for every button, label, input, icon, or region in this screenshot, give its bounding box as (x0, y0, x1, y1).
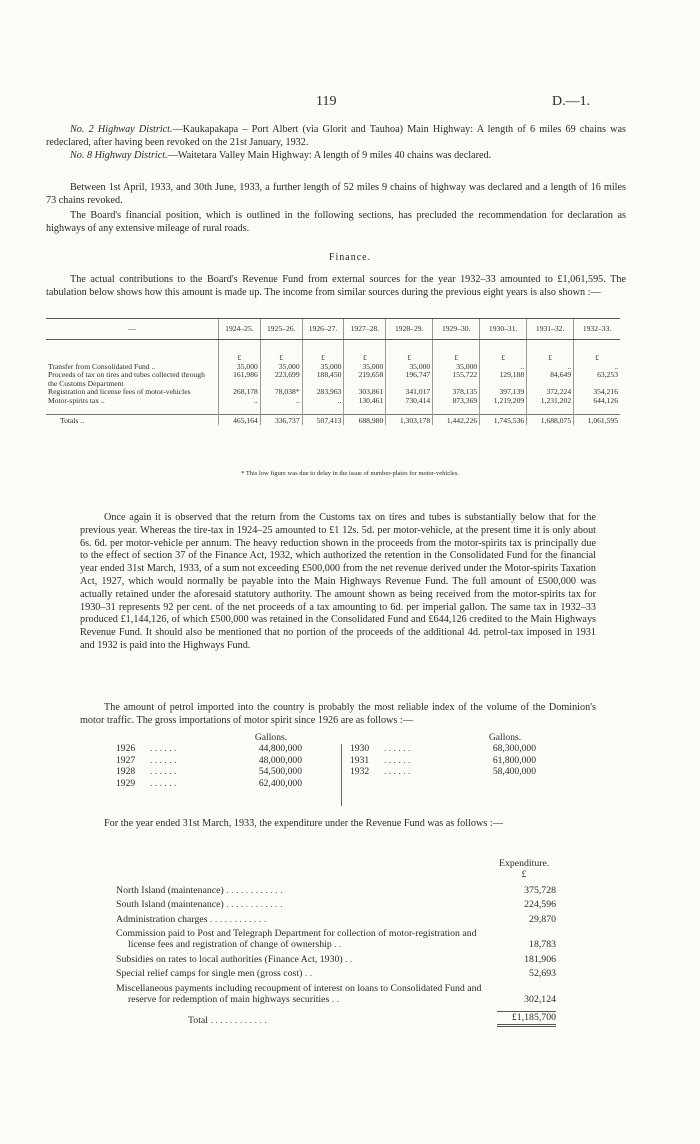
dot-leader: . . . . . . . . . . . . (209, 913, 267, 925)
petrol-row (116, 766, 302, 777)
table-cell: 35,000 (260, 363, 302, 372)
dot-leader: . . . . . . (384, 754, 411, 766)
table-cell: 268,178 (219, 388, 261, 397)
total-cell: 507,413 (302, 414, 344, 425)
table-cell: 378,135 (433, 388, 480, 397)
expenditure-currency: £ (521, 869, 527, 881)
table-cell: 129,188 (480, 371, 527, 388)
table-cell: 354,216 (574, 388, 620, 397)
currency-cell: £ (480, 340, 527, 363)
table-cell: 35,000 (433, 363, 480, 372)
dot-leader: . . . . . . (384, 743, 411, 755)
table-cell: .. (527, 363, 574, 372)
table-cell: 78,038* (260, 388, 302, 397)
gallons-value: 62,400,000 (258, 777, 302, 789)
dot-leader: . . . . . . (384, 766, 411, 778)
expenditure-label: Miscellaneous payments including recoupment of interest on loans to Consolidated Fund and reserve for redemption of main highways securities (116, 982, 482, 1006)
total-cell: 688,980 (344, 414, 386, 425)
table-row (46, 388, 620, 397)
total-value: £1,185,700 (497, 1011, 556, 1026)
currency-cell: £ (386, 340, 433, 363)
petrol-table-right (350, 732, 536, 778)
table-cell: .. (302, 397, 344, 406)
gallons-value: 58,400,000 (492, 766, 536, 778)
dot-leader: . . . . . . (150, 777, 177, 789)
petrol-row (116, 778, 302, 789)
year-label: 1931 (350, 754, 370, 766)
paragraph-financial-position: The Board's financial position, which is outlined in the following sections, has precluded the recommendation for declaration as highways of any extensive mileage of rural roads. (46, 210, 626, 234)
table-cell: 35,000 (302, 363, 344, 372)
year-label: 1928 (116, 766, 136, 778)
petrol-table-left (116, 732, 302, 789)
document-reference: D.—1. (552, 94, 591, 109)
currency-cell: £ (433, 340, 480, 363)
table-cell: 35,000 (344, 363, 386, 372)
table-cell: .. (219, 397, 261, 406)
expenditure-header: Expenditure. (499, 858, 550, 869)
gallons-value: 48,000,000 (258, 754, 302, 766)
expenditure-value: 224,596 (524, 899, 556, 911)
row-label: Proceeds of tax on tires and tubes collected through the Customs Department (48, 370, 205, 388)
year-header: 1927–28. (344, 319, 386, 340)
currency-cell: £ (527, 340, 574, 363)
gallons-value: 44,800,000 (258, 743, 302, 755)
paragraph-text: —Waitetara Valley Main Highway: A length of 9 miles 40 chains was declared. (167, 150, 492, 161)
finance-intro: The actual contributions to the Board's Revenue Fund from external sources for the year 1932–33 amounted to £1,061,595. The tabulation below shows how this amount is made up. The income from similar sources during the previous eight years is also shown :— (46, 274, 626, 298)
total-cell: 1,303,178 (386, 414, 433, 425)
dot-leader: . . . . . . (150, 766, 177, 778)
expenditure-value: 302,124 (524, 994, 556, 1006)
year-label: 1929 (116, 777, 136, 789)
expenditure-row: Miscellaneous payments including recoupment of interest on loans to Consolidated Fund and reserve for redemption of main highways securities . . 302,124 (116, 982, 556, 1006)
table-cell: 303,861 (344, 388, 386, 397)
petrol-row (116, 755, 302, 766)
total-cell: 1,688,075 (527, 414, 574, 425)
table-cell: 63,253 (574, 371, 620, 388)
table-footnote: * This low figure was due to delay in the issue of number-plates for motor-vehicles. (241, 470, 459, 477)
paragraph-highway-district-2 (46, 124, 626, 150)
year-label: 1932 (350, 766, 370, 778)
year-label: 1930 (350, 743, 370, 755)
column-divider (341, 744, 342, 806)
district-label: No. 8 Highway District. (70, 150, 168, 161)
year-header: 1928–29. (386, 319, 433, 340)
expenditure-label: South Island (maintenance) (116, 899, 224, 911)
expenditure-value: 181,906 (524, 953, 556, 965)
paragraph-customs-tax: Once again it is observed that the return from the Customs tax on tires and tubes is substantially below that for the previous year. Whereas the tire-tax in 1924–25 amounted to £1 12s. 5d. per motor-vehicle, at the present time it is only about 6s. 6d. per motor-vehicle per annum. The heavy reduction shown in the proceeds from the motor-spirits tax is principally due to the effect of section 37 of the Finance Act, 1932, which authorized the retention in the Consolidated Fund for the financial year ended 31st March, 1933, of a sum not exceeding £500,000 from the net revenue derived under the Motor-spirits Taxation Act, 1927, which would normally be payable into the Main Highways Revenue Fund. The full amount of £500,000 was actually retained under the aforesaid statutory authority. The amount shown as being received from the motor-spirits tax for 1930–31 represents 92 per cent. of the net proceeds of a tax amounting to 6d. per imperial gallon. The same tax in 1932–33 produced £1,144,126, of which £500,000 was retained in the Consolidated Fund and £644,126 credited to the Main Highways Revenue Fund. It should also be mentioned that no portion of the proceeds of the additional 4d. petrol-tax imposed in 1931 and 1932 is paid into the Highways Fund. (80, 512, 596, 651)
petrol-row (116, 743, 302, 754)
table-row (46, 371, 620, 388)
table-cell: 196,747 (386, 371, 433, 388)
dot-leader: . . . . . . . . . . . . (210, 1015, 267, 1027)
table-cell: 188,450 (302, 371, 344, 388)
table-cell: 84,649 (527, 371, 574, 388)
year-header: 1926–27. (302, 319, 344, 340)
expenditure-label: Special relief camps for single men (gross cost) (116, 968, 303, 980)
expenditure-row: Special relief camps for single men (gross cost) . . 52,693 (116, 968, 556, 980)
table-cell: 130,461 (344, 397, 386, 406)
expenditure-row (116, 885, 556, 896)
total-cell: 465,164 (219, 414, 261, 425)
dot-leader: . . . . . . . . . . . . (226, 884, 283, 896)
total-cell: 1,745,536 (480, 414, 527, 425)
district-label: No. 2 Highway District. (70, 124, 173, 135)
expenditure-value: 52,693 (529, 968, 556, 980)
dot-leader: . . . . . . (150, 743, 177, 755)
petrol-row (350, 755, 536, 766)
table-cell: .. (480, 363, 527, 372)
expenditure-row (116, 914, 556, 925)
finance-heading: Finance. (328, 252, 372, 263)
expenditure-label: Administration charges (116, 913, 208, 925)
row-label: Transfer from Consolidated Fund .. (48, 361, 156, 371)
expenditure-value: 29,870 (529, 913, 556, 925)
expenditure-row: Commission paid to Post and Telegraph Department for collection of motor-registration and license fees and registration of change of ownership . . 18,783 (116, 928, 556, 951)
year-header: 1929–30. (433, 319, 480, 340)
total-cell: 336,737 (260, 414, 302, 425)
table-cell: 35,000 (386, 363, 433, 372)
expenditure-total-row (116, 1011, 556, 1026)
table-cell: 223,699 (260, 371, 302, 388)
table-cell: 161,986 (219, 371, 261, 388)
gallons-header: Gallons. (488, 732, 522, 743)
year-header: 1930–31. (480, 319, 527, 340)
table-cell: 35,000 (219, 363, 261, 372)
paragraph-declarations: Between 1st April, 1933, and 30th June, 1933, a further length of 52 miles 9 chains of highway was declared and a length of 16 miles 73 chains revoked. (46, 182, 626, 206)
table-header-row (46, 319, 620, 340)
expenditure-label: Commission paid to Post and Telegraph Department for collection of motor-registration and license fees and registration of change of ownership (116, 928, 477, 951)
expenditure-value: 375,728 (524, 884, 556, 896)
table-cell: .. (260, 397, 302, 406)
paragraph-petrol-imports: The amount of petrol imported into the country is probably the most reliable index of the volume of the Dominion's motor traffic. The gross importations of motor spirit since 1926 are as follows :— (80, 702, 596, 726)
currency-cell: £ (260, 340, 302, 363)
row-label: Motor-spirits tax .. (48, 395, 105, 405)
dot-leader: . . . . . . (150, 754, 177, 766)
expenditure-value: 18,783 (529, 939, 556, 951)
year-header: 1932–33. (574, 319, 620, 340)
petrol-row (350, 766, 536, 777)
table-cell: 1,231,202 (527, 397, 574, 406)
paragraph-text: —Kaukapakapa – Port Albert (via Glorit and Tauhoa) Main Highway: A length of 6 miles 69 chains was redeclared, after having been revoked on the 21st January, 1932. (46, 124, 626, 148)
totals-label: Totals .. (46, 414, 219, 425)
gallons-value: 68,300,000 (492, 743, 536, 755)
table-cell: 873,369 (433, 397, 480, 406)
table-cell: 155,722 (433, 371, 480, 388)
expenditure-label: Subsidies on rates to local authorities (Finance Act, 1930) (116, 953, 343, 965)
total-label: Total (188, 1015, 208, 1027)
expenditure-label: North Island (maintenance) (116, 884, 224, 896)
total-cell: 1,442,226 (433, 414, 480, 425)
table-row (46, 397, 620, 406)
expenditure-row (116, 899, 556, 910)
paragraph-highway-district-8 (46, 150, 626, 163)
currency-cell: £ (344, 340, 386, 363)
page-number: 119 (316, 94, 337, 109)
expenditure-intro: For the year ended 31st March, 1933, the expenditure under the Revenue Fund was as follows :— (104, 818, 503, 829)
table-cell: 372,224 (527, 388, 574, 397)
currency-row (46, 340, 620, 363)
dot-leader: . . . . . . . . . . . . (226, 899, 283, 911)
expenditure-table (116, 858, 556, 1027)
year-header: 1924–25. (219, 319, 261, 340)
revenue-table (46, 318, 620, 425)
year-header: 1931–32. (527, 319, 574, 340)
currency-cell: £ (302, 340, 344, 363)
table-cell: 283,963 (302, 388, 344, 397)
gallons-value: 61,800,000 (492, 754, 536, 766)
gallons-value: 54,500,000 (258, 766, 302, 778)
year-label: 1927 (116, 754, 136, 766)
totals-row (46, 414, 620, 425)
expenditure-row: Subsidies on rates to local authorities (Finance Act, 1930) . . 181,906 (116, 953, 556, 965)
table-header-label: — (46, 319, 219, 340)
table-cell: 730,414 (386, 397, 433, 406)
table-cell: 219,658 (344, 371, 386, 388)
year-header: 1925–26. (260, 319, 302, 340)
currency-cell: £ (219, 340, 261, 363)
table-cell: 341,017 (386, 388, 433, 397)
row-label: Registration and license fees of motor-vehicles (48, 387, 191, 397)
table-cell: .. (574, 363, 620, 372)
table-cell: 397,139 (480, 388, 527, 397)
year-label: 1926 (116, 743, 136, 755)
table-cell: 1,219,209 (480, 397, 527, 406)
gallons-header: Gallons. (254, 732, 288, 743)
currency-cell: £ (574, 340, 620, 363)
table-cell: 644,126 (574, 397, 620, 406)
petrol-row (350, 743, 536, 754)
total-cell: 1,061,595 (574, 414, 620, 425)
